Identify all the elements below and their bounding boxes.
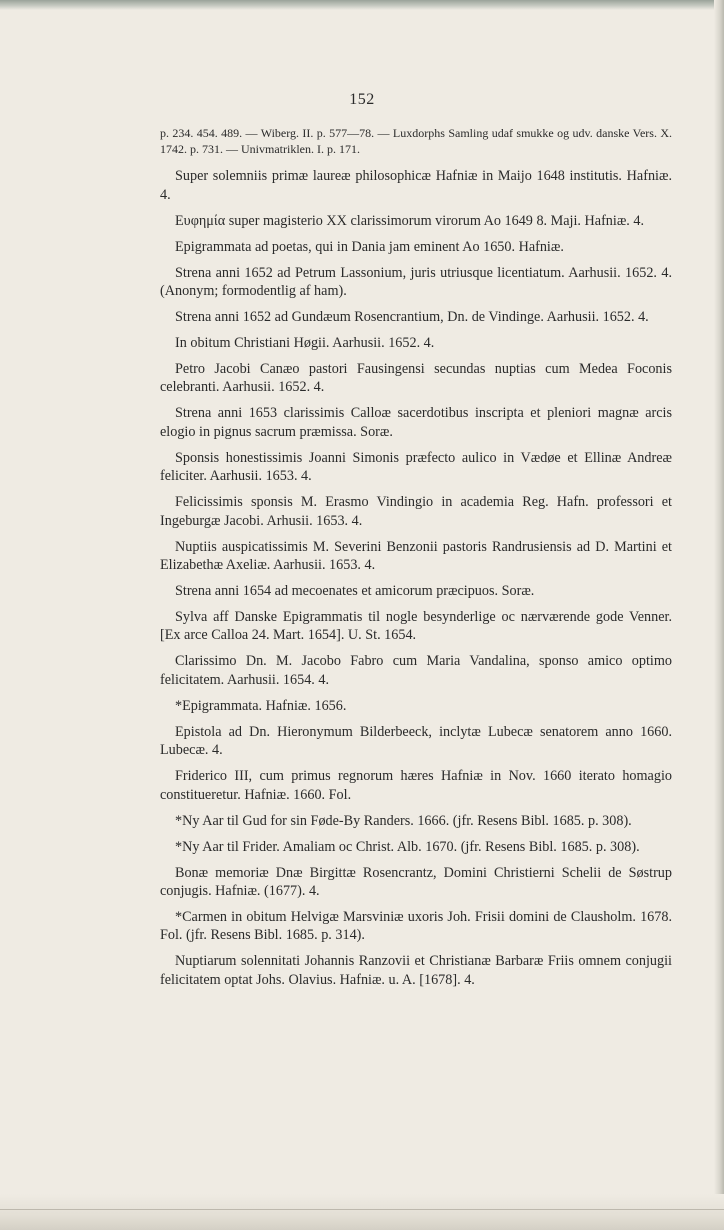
bibliography-entry: *Epigrammata. Hafniæ. 1656.: [175, 697, 347, 714]
bibliography-entry: Strena anni 1653 clarissimis Calloæ sacerdotibus inscripta et pleniori magnæ arcis elogio in pignus sacrum præmissa. Soræ.: [160, 405, 672, 440]
bibliography-entry: Nuptiarum solennitati Johannis Ranzovii et Christianæ Barbaræ Friis omnem conjugii felicitatem optat Johs. Olavius. Hafniæ. u. A. [1678]. 4.: [160, 953, 672, 988]
bibliography-entry: Clarissimo Dn. M. Jacobo Fabro cum Maria Vandalina, sponso amico optimo felicitatem. Aarhusii. 1654. 4.: [160, 653, 672, 688]
bibliography-entry: *Ny Aar til Gud for sin Føde-By Randers. 1666. (jfr. Resens Bibl. 1685. p. 308).: [175, 812, 632, 829]
bibliography-entry: Friderico III, cum primus regnorum hæres Hafniæ in Nov. 1660 iterato homagio constitueretur. Hafniæ. 1660. Fol.: [160, 768, 672, 803]
bibliography-entry: Epigrammata ad poetas, qui in Dania jam eminent Ao 1650. Hafniæ.: [175, 238, 564, 255]
page-bottom-crease: [0, 1209, 724, 1210]
bibliography-entry: *Ny Aar til Frider. Amaliam oc Christ. Alb. 1670. (jfr. Resens Bibl. 1685. p. 308).: [175, 838, 640, 855]
bibliography-entry: Strena anni 1652 ad Gundæum Rosencrantium, Dn. de Vindinge. Aarhusii. 1652. 4.: [175, 309, 649, 325]
page-number: 152: [349, 91, 375, 108]
page-bottom-edge: [0, 1194, 724, 1230]
bibliography-entry: *Carmen in obitum Helvigæ Marsviniæ uxoris Joh. Frisii domini de Clausholm. 1678. Fol. (jfr. Resens Bibl. 1685. p. 314).: [160, 909, 672, 944]
page-right-edge: [714, 0, 724, 1230]
bibliography-entry: Strena anni 1654 ad mecoenates et amicorum præcipuos. Soræ.: [175, 583, 535, 600]
bibliography-entry: Strena anni 1652 ad Petrum Lassonium, juris utriusque licentiatum. Aarhusii. 1652. 4. (Anonym; formodentlig af ham).: [160, 264, 672, 299]
bibliography-entry: In obitum Christiani Høgii. Aarhusii. 1652. 4.: [175, 335, 435, 351]
bibliography-entry: Ευφημία super magisterio XX clarissimorum virorum Ao 1649 8. Maji. Hafniæ. 4.: [175, 212, 645, 229]
bibliography-entry: Petro Jacobi Canæo pastori Fausingensi secundas nuptias cum Medea Foconis celebranti. Aarhusii. 1652. 4.: [160, 361, 672, 396]
bibliography-entry: Bonæ memoriæ Dnæ Birgittæ Rosencrantz, Domini Christierni Schelii de Søstrup conjugis. Hafniæ. (1677). 4.: [160, 864, 672, 900]
bibliography-entry: Super solemniis primæ laureæ philosophicæ Hafniæ in Maijo 1648 institutis. Hafniæ. 4.: [160, 168, 672, 203]
page-top-edge: [0, 0, 724, 10]
bibliography-entry: Felicissimis sponsis M. Erasmo Vindingio in academia Reg. Hafn. professori et Ingeburgæ Jacobi. Arhusii. 1653. 4.: [160, 494, 672, 529]
bibliography-entry: Epistola ad Dn. Hieronymum Bilderbeeck, inclytæ Lubecæ senatorem anno 1660. Lubecæ. 4.: [160, 723, 672, 759]
bibliography-entry: Nuptiis auspicatissimis M. Severini Benzonii pastoris Randrusiensis ad D. Martini et Elizabethæ Axeliæ. Aarhusii. 1653. 4.: [160, 538, 672, 574]
bibliography-text: [160, 126, 672, 997]
bibliography-entry: Sylva aff Danske Epigrammatis til nogle besynderlige oc nærværende gode Venner. [Ex arce Calloa 24. Mart. 1654]. U. St. 1654.: [160, 609, 672, 644]
bibliography-entry: Sponsis honestissimis Joanni Simonis præfecto aulico in Vædøe et Ellinæ Andreæ feliciter. Aarhusii. 1653. 4.: [160, 449, 672, 485]
references-paragraph: p. 234. 454. 489. — Wiberg. II. p. 577—78. — Luxdorphs Samling udaf smukke og udv. danske Vers. X. 1742. p. 731. — Univmatriklen. I. p. 171.: [160, 126, 672, 156]
